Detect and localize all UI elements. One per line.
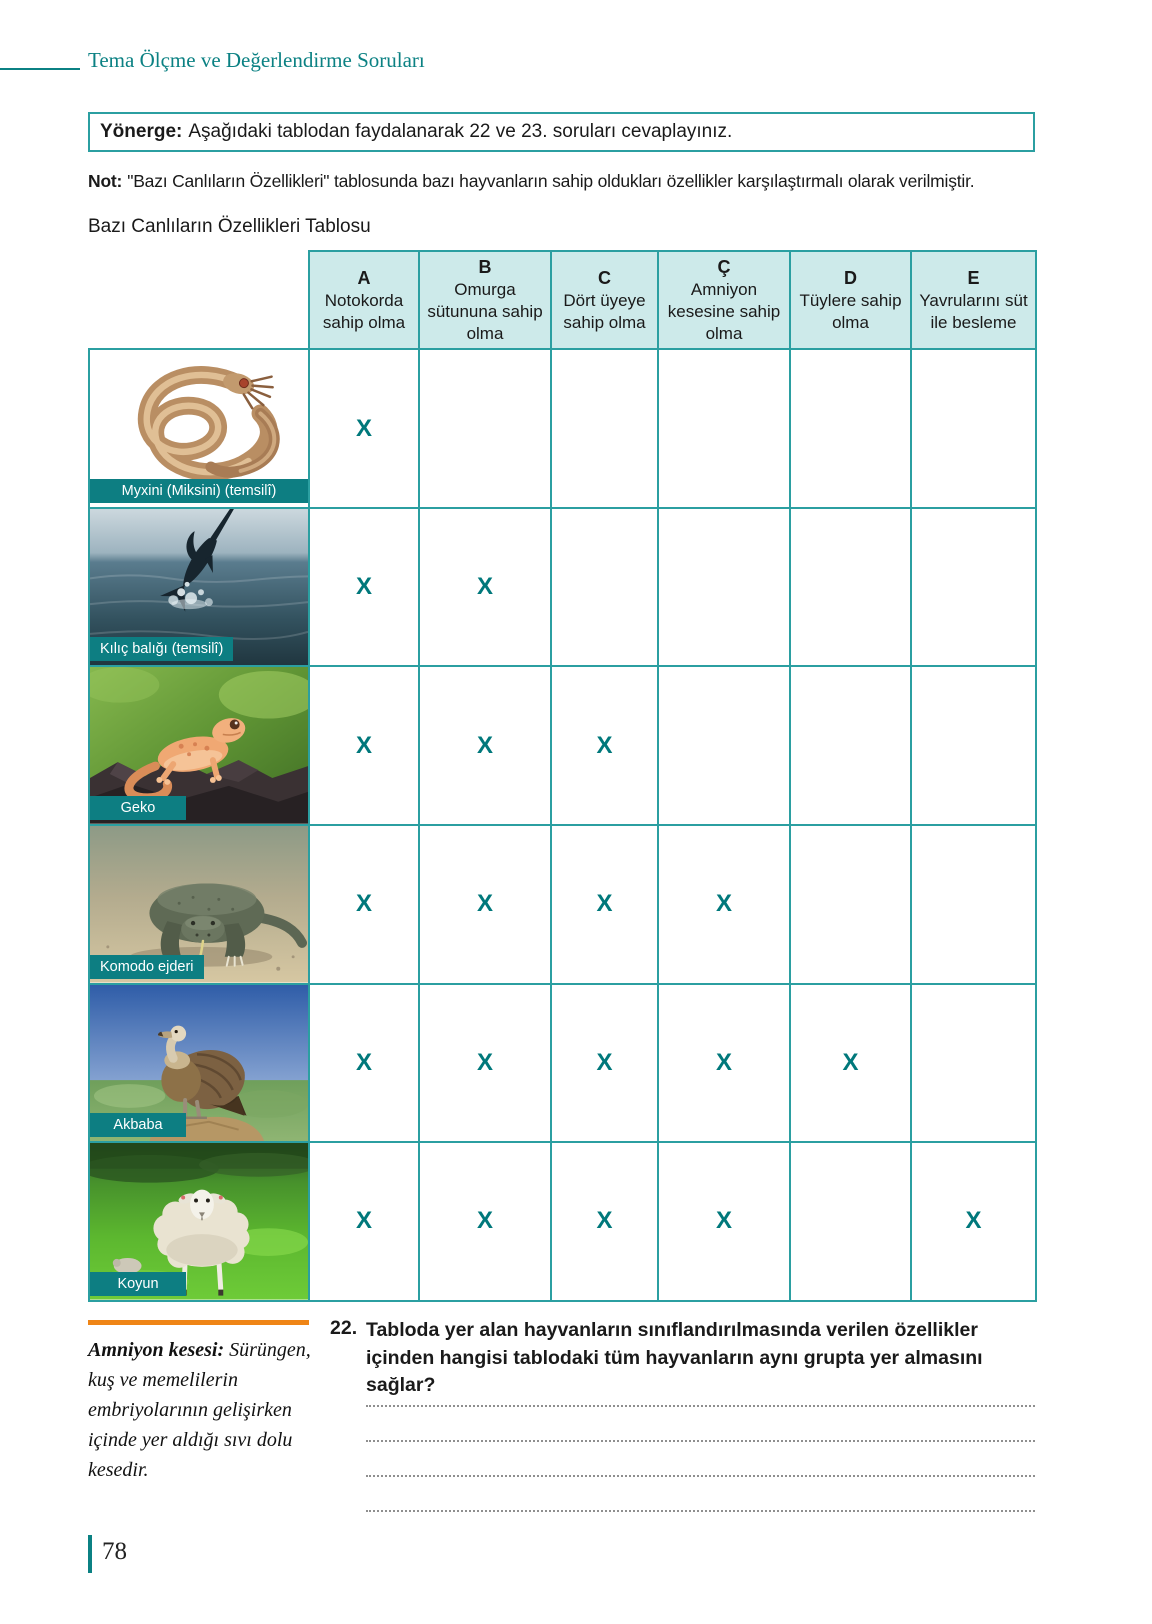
animal-label-gecko: Geko [90, 796, 186, 820]
cell-myxini-b [419, 349, 551, 508]
cell-swordfish-e [911, 508, 1036, 667]
vulture-image-cell [89, 984, 309, 1143]
table-row-gecko [89, 666, 1036, 825]
table-row-vulture [89, 984, 1036, 1143]
cell-myxini-d [790, 349, 911, 508]
table-row-myxini [89, 349, 1036, 508]
cell-gecko-b: X [419, 666, 551, 825]
myxini-image-cell [89, 349, 309, 508]
column-header-a: A Notokorda sahip olma [309, 251, 419, 349]
cell-sheep-cc: X [658, 1142, 790, 1301]
cell-swordfish-d [790, 508, 911, 667]
header-rule [0, 68, 80, 70]
table-row-komodo [89, 825, 1036, 984]
question-number: 22. [330, 1317, 358, 1339]
cell-sheep-a: X [309, 1142, 419, 1301]
cell-sheep-d [790, 1142, 911, 1301]
definition-term: Amniyon kesesi: [88, 1339, 225, 1361]
cell-komodo-a: X [309, 825, 419, 984]
answer-line [366, 1442, 1035, 1477]
cell-komodo-c: X [551, 825, 658, 984]
animal-label-vulture: Akbaba [90, 1113, 186, 1137]
page-header-title: Tema Ölçme ve Değerlendirme Soruları [88, 48, 425, 72]
answer-line [366, 1407, 1035, 1442]
animal-traits-table [88, 250, 1037, 1302]
cell-gecko-a: X [309, 666, 419, 825]
cell-komodo-e [911, 825, 1036, 984]
animal-label-swordfish: Kılıç balığı (temsilî) [90, 637, 233, 661]
cell-vulture-cc: X [658, 984, 790, 1143]
cell-swordfish-cc [658, 508, 790, 667]
swordfish-image-cell [89, 508, 309, 667]
note-text: "Bazı Canlıların Özellikleri" tablosunda bazı hayvanların sahip oldukları özellikler karşılaştırmalı olarak verilmiştir. [127, 171, 975, 191]
sidebar-orange-bar [88, 1320, 309, 1325]
cell-vulture-b: X [419, 984, 551, 1143]
gecko-image-cell [89, 666, 309, 825]
cell-komodo-b: X [419, 825, 551, 984]
cell-sheep-b: X [419, 1142, 551, 1301]
cell-sheep-c: X [551, 1142, 658, 1301]
cell-myxini-a: X [309, 349, 419, 508]
cell-myxini-c [551, 349, 658, 508]
komodo-image-cell [89, 825, 309, 984]
table-row-swordfish [89, 508, 1036, 667]
note-label: Not: [88, 171, 123, 191]
cell-swordfish-b: X [419, 508, 551, 667]
cell-swordfish-c [551, 508, 658, 667]
cell-swordfish-a: X [309, 508, 419, 667]
table-row-sheep [89, 1142, 1036, 1301]
answer-line [366, 1477, 1035, 1512]
cell-gecko-d [790, 666, 911, 825]
animal-label-myxini: Myxini (Miksini) (temsilî) [90, 479, 308, 503]
column-header-b: B Omurga sütununa sahip olma [419, 251, 551, 349]
cell-vulture-c: X [551, 984, 658, 1143]
column-header-d: D Tüylere sahip olma [790, 251, 911, 349]
column-header-e: E Yavrularını süt ile besleme [911, 251, 1036, 349]
answer-line [366, 1372, 1035, 1407]
cell-vulture-e [911, 984, 1036, 1143]
column-header-c-cedilla: Ç Amniyon kesesine sahip olma [658, 251, 790, 349]
cell-gecko-cc [658, 666, 790, 825]
sheep-image-cell [89, 1142, 309, 1301]
cell-vulture-d: X [790, 984, 911, 1143]
page-number-bar [88, 1535, 92, 1573]
table-corner-blank [89, 251, 309, 349]
instruction-label: Yönerge: [100, 121, 183, 142]
instruction-box [88, 112, 1035, 152]
cell-gecko-e [911, 666, 1036, 825]
question-text: Tabloda yer alan hayvanların sınıflandırılmasında verilen özellikler içinden hangisi tablodaki tüm hayvanların aynı grupta yer almasını sağlar? [366, 1319, 983, 1397]
page-number: 78 [102, 1538, 127, 1565]
sidebar-definition-note [88, 1320, 314, 1485]
definition-text: Sürüngen, kuş ve memelilerin embriyolarının gelişirken içinde yer aldığı sıvı dolu kesedir. [88, 1339, 311, 1481]
note-line [88, 171, 1048, 192]
cell-komodo-cc: X [658, 825, 790, 984]
animal-label-sheep: Koyun [90, 1272, 186, 1296]
table-title: Bazı Canlıların Özellikleri Tablosu [88, 216, 371, 237]
column-header-c: C Dört üyeye sahip olma [551, 251, 658, 349]
answer-lines [366, 1372, 1035, 1512]
cell-myxini-e [911, 349, 1036, 508]
animal-label-komodo: Komodo ejderi [90, 955, 204, 979]
table-header-row [89, 251, 1036, 349]
cell-komodo-d [790, 825, 911, 984]
cell-vulture-a: X [309, 984, 419, 1143]
cell-sheep-e: X [911, 1142, 1036, 1301]
cell-myxini-cc [658, 349, 790, 508]
instruction-text: Aşağıdaki tablodan faydalanarak 22 ve 23. soruları cevaplayınız. [188, 121, 733, 142]
cell-gecko-c: X [551, 666, 658, 825]
